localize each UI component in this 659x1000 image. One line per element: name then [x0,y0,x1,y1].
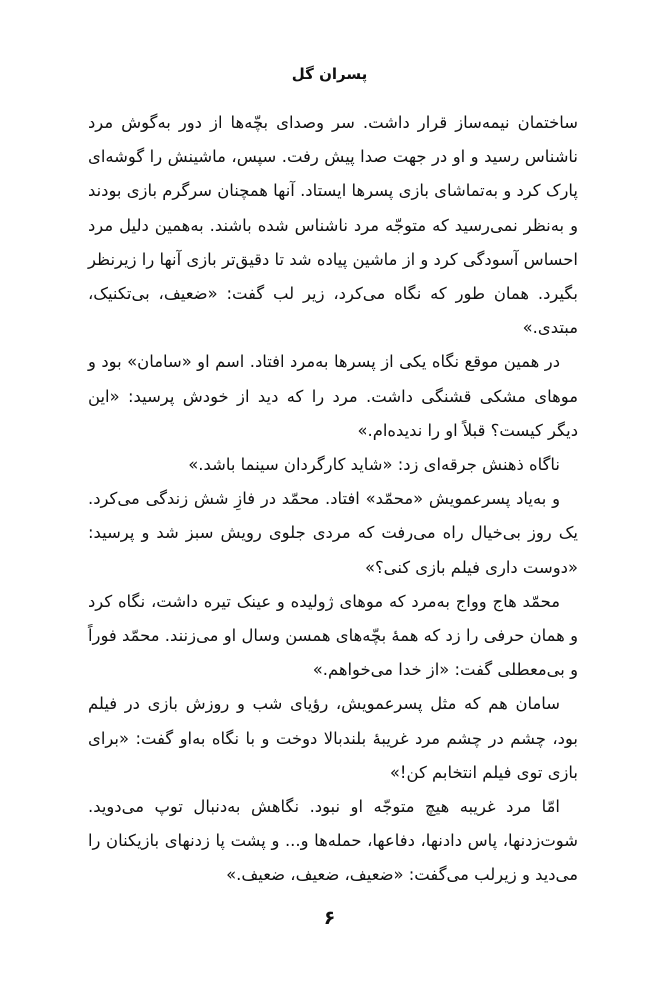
paragraph-5: محمّد هاج وواج به‌مرد که موهای ژولیده و عینک تیره داشت، نگاه کرد و همان حرفی را زد که همهٔ بچّه‌های همسن وسال او می‌زنند. محمّد فوراً و بی‌معطلی گفت: «از خدا می‌خواهم.» [88,591,578,680]
page-number: ۶ [323,907,336,929]
paragraph-3: ناگاه ذهنش جرقه‌ای زد: «شاید کارگردان سینما باشد.» [188,455,560,475]
running-header-title: پسران گل [291,65,368,83]
paragraph-6: سامان هم که مثل پسرعمویش، رؤیای شب و روزش بازی در فیلم بود، چشم در چشم مرد غریبهٔ بلندبالا دوخت و با نگاه به‌او گفت: «برای بازی توی فیلم انتخابم کن!» [88,694,578,782]
paragraph-1: ساختمان نیمه‌ساز قرار داشت. سر وصدای بچّه‌ها از دور به‌گوش مرد ناشناس رسید و او در جهت صدا پیش رفت. سپس، ماشینش را گوشه‌ای پارک کرد و به‌تماشای بازی پسرها ایستاد. آنها همچنان سرگرم بازی بودند و به‌نظر نمی‌رسید که متوجّه مرد ناشناس شده باشند. به‌همین دلیل مرد احساس آسودگی کرد و از ماشین پیاده شد تا دقیق‌تر بازی آنها را زیرنظر بگیرد. همان طور که نگاه می‌کرد، زیر لب گفت: «ضعیف، بی‌تکنیک، مبتدی.» [88,113,578,338]
paragraph-4: و به‌یاد پسرعمویش «محمّد» افتاد. محمّد در فازِ شش زندگی می‌کرد. یک روز بی‌خیال راه می‌رفت که مردی جلوی رویش سبز شد و پرسید: «دوست داری فیلم بازی کنی؟» [88,489,578,577]
paragraph-2: در همین موقع نگاه یکی از پسرها به‌مرد افتاد. اسم او «سامان» بود و موهای مشکی قشنگی داشت. مرد را که دید از خودش پرسید: «این دیگر کیست؟ قبلاً او را ندیده‌ام.» [88,352,578,440]
paragraph-7: امّا مرد غریبه هیچ متوجّه او نبود. نگاهش به‌دنبال توپ می‌دوید. شوت‌زدنها، پاس دادنها، دفاعها، حمله‌ها و... و پشت پا زدنهای بازیکنان را می‌دید و زیرلب می‌گفت: «ضعیف، ضعیف، ضعیف.» [88,797,578,885]
body-text [88,106,578,893]
